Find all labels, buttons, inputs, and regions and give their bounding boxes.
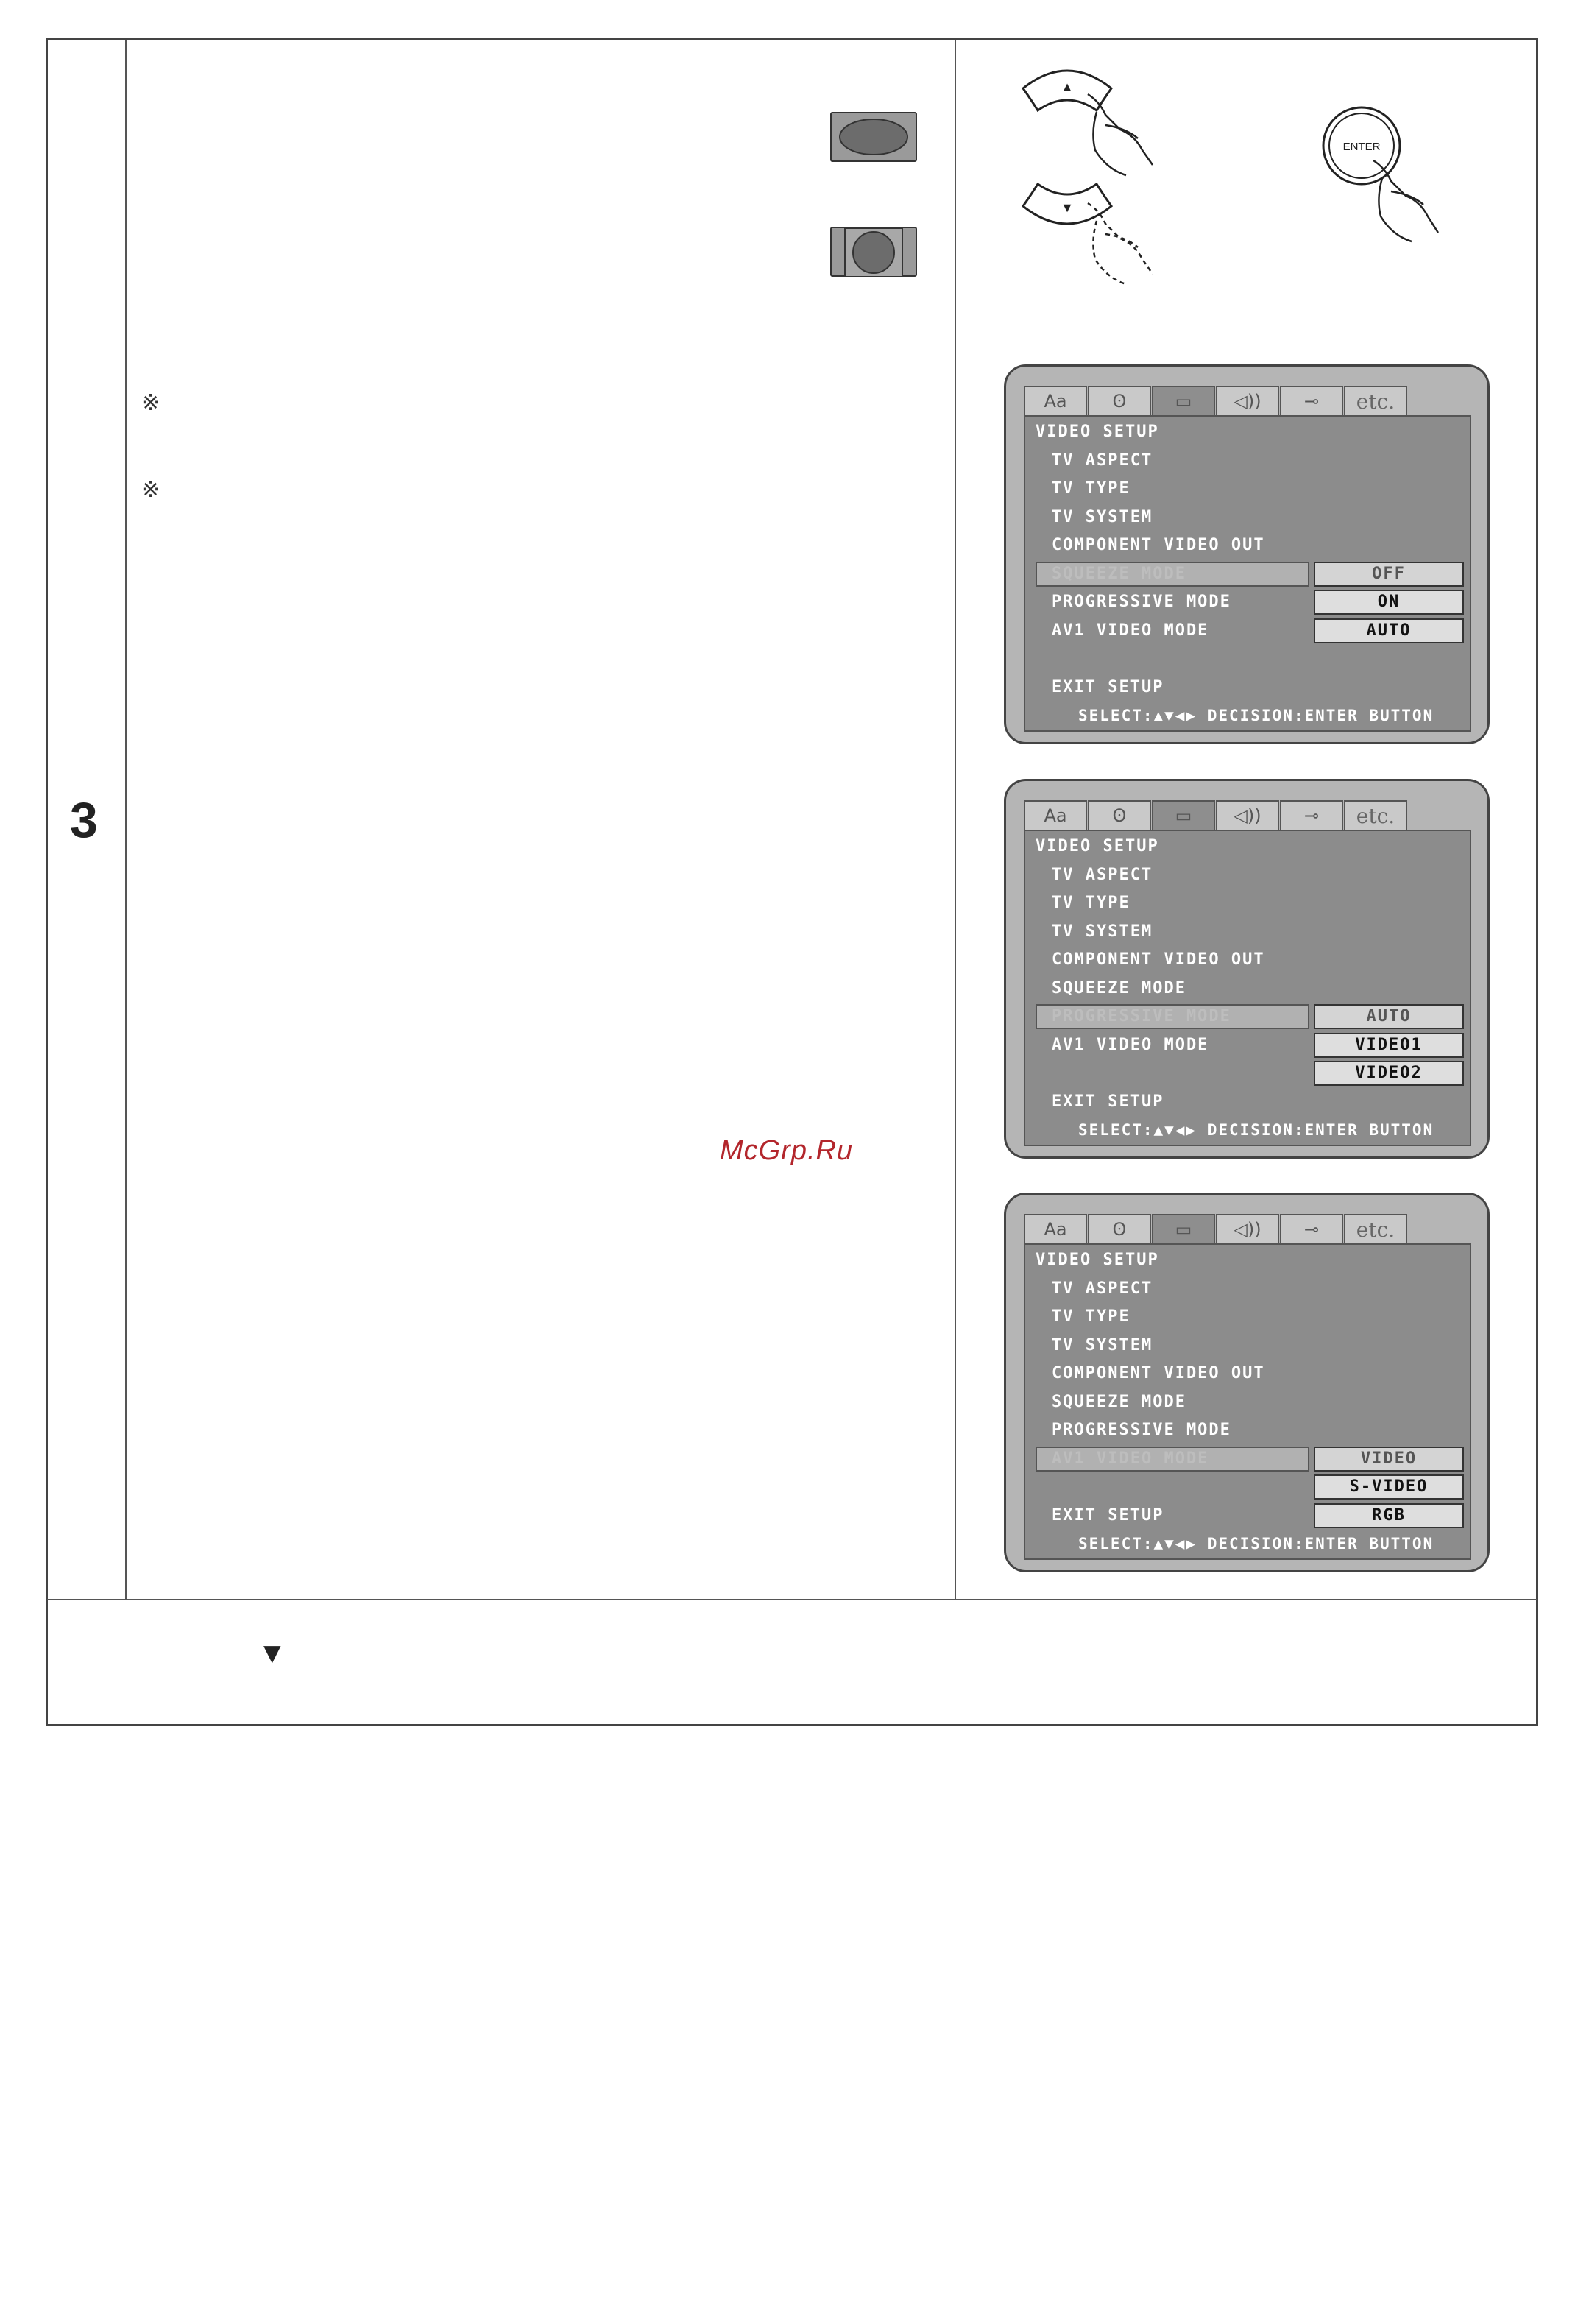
cursor-down-button <box>1023 184 1111 224</box>
osd-title: VIDEO SETUP <box>1036 837 1159 855</box>
osd-tab-1-icon: Aa <box>1024 1214 1087 1243</box>
down-arrow-icon: ▼ <box>258 1637 287 1670</box>
osd-menu-item: SQUEEZE MODE <box>1052 564 1186 583</box>
osd-option: VIDEO1 <box>1314 1033 1464 1058</box>
osd-menu-panel <box>1024 830 1471 1146</box>
osd-option: S-VIDEO <box>1314 1474 1464 1500</box>
osd-option: OFF <box>1314 562 1464 587</box>
osd-menu-item: PROGRESSIVE MODE <box>1052 1007 1231 1025</box>
column-divider-right <box>955 40 956 1599</box>
osd-screen-2 <box>1004 779 1490 1159</box>
osd-tab-6-icon: etc. <box>1344 386 1407 415</box>
osd-option: AUTO <box>1314 618 1464 643</box>
osd-menu-item: SQUEEZE MODE <box>1052 1392 1186 1411</box>
osd-menu-panel <box>1024 1243 1471 1560</box>
up-arrow-icon: ▲ <box>1061 80 1074 94</box>
osd-option: ON <box>1314 590 1464 615</box>
osd-tab-2-icon: ʘ <box>1088 1214 1151 1243</box>
osd-tab-5-icon: ⊸ <box>1280 386 1343 415</box>
osd-tab-3-icon: ▭ <box>1152 386 1215 415</box>
osd-exit-setup: EXIT SETUP <box>1052 1092 1164 1111</box>
osd-footer-hint: SELECT:▲▼◀▶ DECISION:ENTER BUTTON <box>1078 1121 1434 1139</box>
enter-button-illustration <box>1317 103 1479 265</box>
osd-tab-6-icon: etc. <box>1344 1214 1407 1243</box>
osd-tab-4-icon: ◁)) <box>1216 800 1279 830</box>
column-divider-left <box>125 40 127 1599</box>
osd-exit-setup: EXIT SETUP <box>1052 1505 1164 1525</box>
osd-menu-item: TV TYPE <box>1052 894 1130 912</box>
osd-menu-item: TV TYPE <box>1052 1307 1130 1326</box>
osd-menu-item: SQUEEZE MODE <box>1052 978 1186 997</box>
osd-menu-item: PROGRESSIVE MODE <box>1052 1421 1231 1439</box>
osd-menu-item: TV TYPE <box>1052 479 1130 498</box>
osd-menu-item: TV SYSTEM <box>1052 1335 1153 1355</box>
osd-option: VIDEO2 <box>1314 1061 1464 1086</box>
normal-aspect-icon <box>830 227 917 277</box>
osd-menu-item: COMPONENT VIDEO OUT <box>1052 1364 1265 1382</box>
osd-screen-3 <box>1004 1193 1490 1572</box>
row-divider <box>47 1599 1537 1600</box>
osd-tab-bar <box>1024 386 1408 415</box>
osd-tab-4-icon: ◁)) <box>1216 1214 1279 1243</box>
osd-title: VIDEO SETUP <box>1036 423 1159 441</box>
osd-tab-3-icon: ▭ <box>1152 800 1215 830</box>
osd-option: AUTO <box>1314 1004 1464 1029</box>
osd-screen-1 <box>1004 364 1490 744</box>
osd-tab-2-icon: ʘ <box>1088 386 1151 415</box>
osd-tab-5-icon: ⊸ <box>1280 800 1343 830</box>
osd-tab-3-icon: ▭ <box>1152 1214 1215 1243</box>
osd-tab-1-icon: Aa <box>1024 386 1087 415</box>
osd-menu-panel <box>1024 415 1471 732</box>
osd-footer-hint: SELECT:▲▼◀▶ DECISION:ENTER BUTTON <box>1078 1535 1434 1553</box>
osd-menu-item: AV1 VIDEO MODE <box>1052 621 1209 640</box>
osd-tab-bar <box>1024 800 1408 830</box>
osd-tab-bar <box>1024 1214 1408 1243</box>
osd-menu-item: TV ASPECT <box>1052 451 1153 470</box>
osd-menu-item: AV1 VIDEO MODE <box>1052 1035 1209 1054</box>
osd-menu-item: TV SYSTEM <box>1052 922 1153 941</box>
osd-option: RGB <box>1314 1503 1464 1528</box>
enter-label: ENTER <box>1342 141 1381 153</box>
cursor-buttons-illustration <box>1008 59 1200 309</box>
osd-menu-item: COMPONENT VIDEO OUT <box>1052 536 1265 554</box>
osd-footer-hint: SELECT:▲▼◀▶ DECISION:ENTER BUTTON <box>1078 707 1434 724</box>
watermark: McGrp.Ru <box>720 1135 854 1166</box>
osd-menu-item: TV ASPECT <box>1052 865 1153 884</box>
step-number: 3 <box>70 792 98 848</box>
squeeze-aspect-icon <box>830 112 917 162</box>
down-arrow-icon: ▼ <box>1061 200 1074 215</box>
note-mark-1: ※ <box>141 391 160 415</box>
osd-tab-4-icon: ◁)) <box>1216 386 1279 415</box>
osd-tab-1-icon: Aa <box>1024 800 1087 830</box>
osd-exit-setup: EXIT SETUP <box>1052 677 1164 696</box>
osd-tab-6-icon: etc. <box>1344 800 1407 830</box>
enter-button <box>1323 107 1400 184</box>
osd-title: VIDEO SETUP <box>1036 1251 1159 1269</box>
osd-menu-item: COMPONENT VIDEO OUT <box>1052 950 1265 969</box>
osd-menu-item: PROGRESSIVE MODE <box>1052 593 1231 611</box>
osd-menu-item: TV ASPECT <box>1052 1279 1153 1298</box>
osd-menu-item: AV1 VIDEO MODE <box>1052 1449 1209 1468</box>
osd-option: VIDEO <box>1314 1447 1464 1472</box>
osd-tab-5-icon: ⊸ <box>1280 1214 1343 1243</box>
osd-tab-2-icon: ʘ <box>1088 800 1151 830</box>
osd-menu-item: TV SYSTEM <box>1052 507 1153 526</box>
note-mark-2: ※ <box>141 478 160 502</box>
